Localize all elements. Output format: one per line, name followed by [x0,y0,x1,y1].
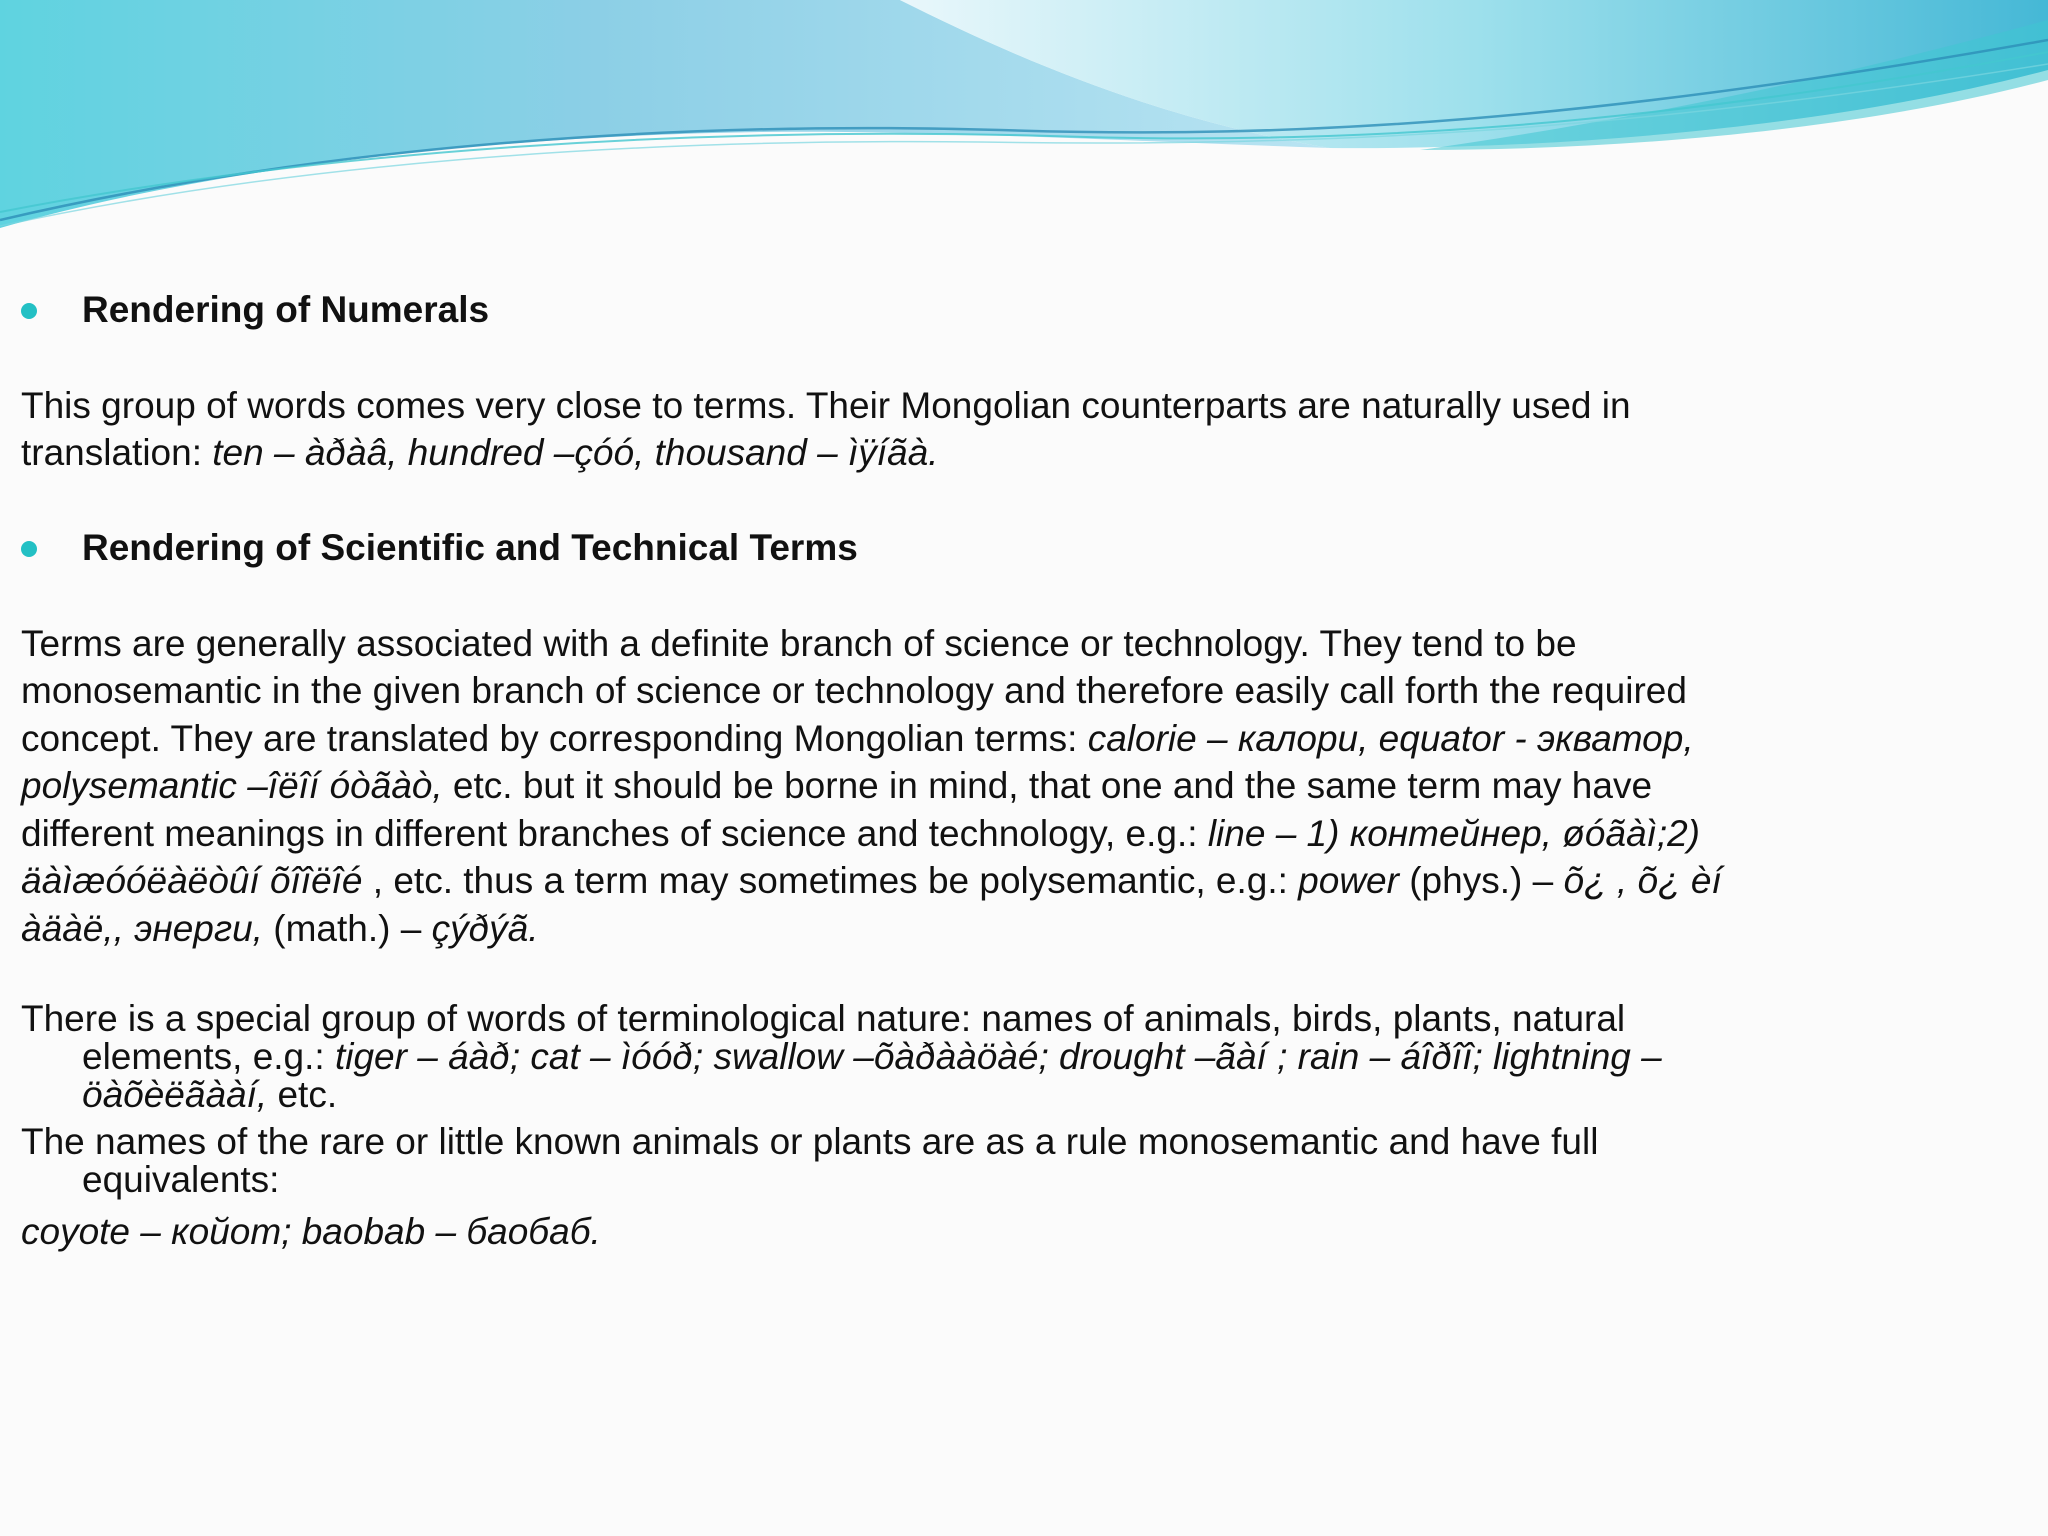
terms-examples: calorie – калори, equator - экватор, polysemantic –îëîí óòãàò, [21,717,1694,806]
section-heading-numerals [21,286,1751,334]
terms-examples: power [1298,860,1399,901]
numerals-text: This group of words comes very close to terms. Their Mongolian counterparts are naturally used in translation: [21,384,1631,473]
rare-names-paragraph: The names of the rare or little known animals or plants are as a rule monosemantic and have full equivalents: [21,1120,1599,1200]
numerals-paragraph [21,382,1751,477]
header-wave-decoration [0,0,2048,240]
section-heading-terms [21,524,1751,572]
special-group-text: There is a special group of words of terminological nature: names of animals, birds, plants, natural elements, e.g.: [21,997,1626,1077]
terms-text: , etc. thus a term may sometimes be polysemantic, e.g.: [362,860,1299,901]
numerals-examples: ten – àðàâ, hundred –çóó, thousand – ìÿíãà. [212,432,939,473]
examples-line [21,1208,1751,1256]
terms-paragraph [21,620,1751,953]
special-group-text: etc. [267,1073,338,1115]
terms-text: (math.) – [262,907,432,949]
section-heading-text: Rendering of Numerals [82,289,490,330]
special-group-examples: tiger – áàð; cat – ìóóð; swallow –õàðààöàé; drought –ãàí ; rain – áîðîî; lightning – öàõèëãààí, [82,1035,1662,1115]
special-group-paragraph [21,997,1751,1115]
examples-text: coyote – койот; baobab – баобаб. [21,1210,601,1252]
terms-examples: line – 1) контейнер, øóãàì;2) äàìæóóëàëòûí õîîëîé [21,812,1700,901]
bullet-icon [21,303,37,319]
section-heading-text: Rendering of Scientific and Technical Terms [82,527,858,568]
bullet-icon [21,541,37,557]
terms-examples: õ¿ , õ¿ èí àäàë,, энерги, [21,860,1722,949]
terms-text: etc. but it should be borne in mind, that one and the same term may have different meanings in different branches of science and technology, e.g.: [21,765,1653,854]
terms-text: Terms are generally associated with a definite branch of science or technology. They tend to be monosemantic in the given branch of science or technology and therefore easily call forth the required concept. They are translated by corresponding Mongolian terms: [21,622,1687,759]
terms-text: (phys.) – [1398,860,1564,901]
terms-examples: çýðýã. [431,907,539,949]
slide-content [21,286,1751,1255]
